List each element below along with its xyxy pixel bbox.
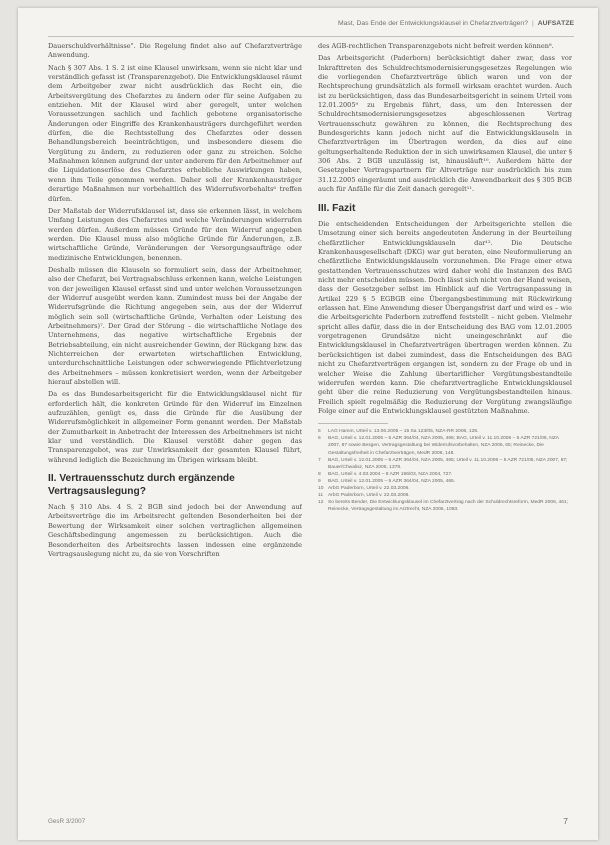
footnote <box>318 457 572 471</box>
running-title: Mast, Das Ende der Entwicklungsklausel in Chefarztverträgen? <box>337 20 528 27</box>
section-heading-vertrauensschutz: II. Vertrauensschutz durch ergänzende Vertragsauslegung? <box>48 473 235 497</box>
section-heading-fazit: III. Fazit <box>318 202 356 214</box>
footnote-text: So bereits Bender, Die Entwicklungsklausel im Chefarztvertrag nach der Schuldrechtsreform, MedR 2006, 461; Reinecke, Vertragsgestaltung im Arztrecht, NZA 2006, 1083. <box>328 500 569 513</box>
header-rule <box>48 36 574 37</box>
footnote-number: 10 <box>318 485 324 491</box>
footnote <box>318 485 572 492</box>
footnote-number: 11 <box>318 493 324 499</box>
footnote-number: 7 <box>318 457 321 463</box>
document-page <box>18 8 598 840</box>
paragraph: Nach § 307 Abs. 1 S. 2 ist eine Klausel unwirksam, wenn sie nicht klar und verständlich gefasst ist (Transparenzgebot). Die Entwicklungsklausel räumt dem Arbeitgeber zwar nicht ausdrücklich das Recht ein, die Arbeitsvergütung des Chefarztes zu ändern oder für seine Aufgaben zu entziehen. Mit der Klausel wird aber geregelt, unter welchen Voraussetzungen sachlich und fachlich gebotene organisatorische Änderungen oder Eingriffe des Krankenhausträgers durchgeführt werden dürfen, die die Rechtsstellung des Chefarztes oder dessen Behandlungsbereich beeinträchtigen, und insbesondere diesem die Vergütung zu ändern, zu reduzieren oder ganz zu streichen. Solche Maßnahmen können aufgrund der unter anderem für den Arbeitnehmer auf die Liquidationserlöse des Chefarztes erhebliche Auswirkungen haben, wenn ihm Teile genommen werden. Daher soll der Krankenhausträger derartige Maßnahmen nur vorbehaltlich des Widerrufsvorbehalts⁶ treffen dürfen. <box>48 63 302 203</box>
footnote-text: BAG, Urteil v. 12.01.2005 – 5 AZR 364/04, NZA 2005, 465. <box>328 478 456 484</box>
paragraph: Die entscheidenden Entscheidungen der Arbeitsgerichte stellen die Umsetzung einer sich bereits angedeuteten Änderung in der Beurteilung chefärztlicher Entwicklungsklauseln dar¹². Die Deutsche Krankenhausgesellschaft (DKG) war gut beraten, eine Neuformulierung an chefärztliche Entwicklungsklauseln vorzunehmen. Die Frage einer etwa gestattenden Vertrauensschutzes wird daher wohl die Instanzen des BAG nicht mehr entscheiden müssen. Doch lässt sich nicht von der Hand weisen, dass der Gesetzgeber selbst im Hinblick auf die Vertragsanpassung in Artikel 229 § 5 EGBGB eine Übergangsbestimmung mit Rückwirkung erlassen hat. Eine Anwendung dieser Übergangsfrist darf und wird es – wie die Arbeitsgerichte Paderborn zutreffend feststellt – nicht geben. Vielmehr spricht alles dafür, dass die in der Entscheidung des BAG vom 12.01.2005 vorgetragenen Grundsätze nicht uneingeschränkt auf die Entwicklungsklausel in Chefarztverträgen übertragen werden können. Zu berücksichtigen ist dabei zumindest, dass die Entscheidungen des BAG nicht zu Chefarztverträgen ergangen ist, sondern zu der Frage ob und in welcher Weise die Zahlung übertariflicher Vergütungsbestandteile widerrufen werden kann. Die chefarztvertragliche Entwicklungsklausel geht über die reine Reduzierung von Vergütungsbestandteilen hinaus. Freilich spielt regelmäßig die Reduzierung der Vergütung zwangsläufige Folge einer auf die Entwicklungsklausel gestützten Maßnahme. <box>318 220 572 415</box>
footnote-rule <box>318 423 388 424</box>
footnote-text: BAG, Urteil v. 4.03.2004 – 8 AZR 196/03, NZA 2004, 727. <box>328 471 453 477</box>
header-separator: | <box>531 20 534 27</box>
paragraph: Dauerschuldverhältnisse". Die Regelung findet also auf Chefarztverträge Anwendung. <box>48 42 302 60</box>
section-label: AUFSÄTZE <box>537 20 574 27</box>
footnote-number: 9 <box>318 478 321 484</box>
paragraph: des AGB-rechtlichen Transparenzgebots nicht befreit werden können⁸. <box>318 42 554 50</box>
journal-footer: GesR 3/2007 <box>48 818 86 825</box>
footnotes <box>318 428 572 513</box>
footnote <box>318 471 572 478</box>
paragraph: Deshalb müssen die Klauseln so formuliert sein, dass der Arbeitnehmer, also der Chefarzt, bei Vertragsabschluss erkennen kann, welche Leistungen von der jeweiligen Klausel erfasst sind und unter welchen Voraussetzungen der Widerruf ausgeübt werden kann. Zumindest muss bei der Angabe der Widerrufsgründe die Richtung angegeben sein, aus der der Widerruf möglich sein soll (wirtschaftliche Gründe, Verhalten oder Leistung des Arbeitnehmers)⁷. Der Grad der Störung – die wirtschaftliche Notlage des Unternehmens, das negative wirtschaftliche Ergebnis der Betriebsabteilung, ein nicht ausreichender Gewinn, der Rückgang bzw. das Nichterreichen der erwarteten wirtschaftlichen Entwicklung, unterdurchschnittliche Leistungen oder schwerwiegende Pflichtverletzung des Arbeitnehmers – müssen konkretisiert werden, wenn der Arbeitgeber hierauf abstellen will. <box>48 265 302 387</box>
left-column <box>48 42 302 812</box>
footnote-text: LAG Hamm, Urteil v. 13.06.2005 – 15 Sa 123/05, NZA-RR 2006, 125. <box>328 429 479 435</box>
running-header <box>48 20 574 34</box>
footnote <box>318 499 572 513</box>
footnote-number: 6 <box>318 436 321 442</box>
paragraph: Das Arbeitsgericht (Paderborn) berücksichtigt daher zwar, dass vor Inkrafttreten des Schuldrechtsmodernisierungsgesetzes Regelungen wie die vorliegenden Chefarztverträge üblich waren und von der Rechtsprechung grundsätzlich als formell wirksam erachtet wurden. Auch ist zu berücksichtigen, dass das Bundesarbeitsgericht in seinem Urteil vom 12.01.2005⁹ zu Ergebnis führt, dass, um den Interessen der Schuldrechtsmodernisierungsgesetzes abgeschlossenen Vertrag Vertrauensschutz gewähren zu können, die Rechtsprechung des Bundesgerichts kann jedoch nicht auf die Entwicklungsklauseln in Chefarztverträgen im Übertragen werden, da dies auf eine geltungserhaltende Reduktion der in sich unwirksamen Klausel, die unter § 306 Abs. 2 BGB unzulässig ist, hinausläuft¹⁰. Außerdem hätte der Gesetzgeber Vertragspartnern für Altverträge nur ausdrücklich bis zum 31.12.2005 eingeräumt und ausdrücklich die Anwendbarkeit des § 305 BGB auch für Anfälle für die Zeit danach geregelt¹¹. <box>318 54 572 194</box>
footnote <box>318 492 572 499</box>
footnote <box>318 428 572 435</box>
paragraph: Der Maßstab der Widerrufsklausel ist, dass sie erkennen lässt, in welchem Umfang Leistungen des Chefarztes und welche Veränderungen widerrufen werden dürfen. Außerdem müssen Gründe für den Widerruf angegeben werden. Die Klausel muss also mögliche Gründe für Änderungen, z.B. wirtschaftliche Gründe, Veränderungen der Versorgungsaufträge oder medizinische Entwicklungen, benennen. <box>48 206 302 262</box>
footnote-text: ArbG Paderborn, Urteil v. 22.03.2006. <box>328 493 410 499</box>
footnote <box>318 478 572 485</box>
footnote-number: 12 <box>318 500 324 506</box>
footnote <box>318 435 572 456</box>
footnote-text: BAG, Urteil v. 12.01.2005 – 5 AZR 364/04, NZA 2005, 465; BAG, Urteil v. 11.10.2006 – 5 AZR 721/05, NZA 2007, 87 sowie Besgen, Vertragsgestaltung bei Widerrufsvorbehalten, NZA 2006, 65; Reinecke, Die Gestaltungsfreiheit in Chefarztverträgen, MedR 2006, 148. <box>328 436 559 456</box>
footnote-text: BAG, Urteil v. 12.01.2005 – 5 AZR 364/04, NZA 2005, 465; Urteil v. 11.10.2006 – 5 AZR 721/05, NZA 2007, 87; Bauer/Chwalisz, NZA 2005, 1378. <box>328 457 568 470</box>
paragraph: Nach § 310 Abs. 4 S. 2 BGB sind jedoch bei der Anwendung auf Arbeitsverträge die im Arbeitsrecht geltenden Besonderheiten bei der Bewertung der Wirksamkeit einer solchen vertraglichen allgemeinen Geschäftsbedingung angemessen zu berücksichtigen. Auch die Besonderheiten des Arbeitsrechts lassen indessen eine ergänzende Vertragsauslegung nicht zu, da sie von Vorschriften <box>48 503 302 558</box>
right-column <box>318 42 572 812</box>
footnote-text: ArbG Paderborn, Urteil v. 22.03.2006. <box>328 485 410 491</box>
paragraph: Da es das Bundesarbeitsgericht für die Entwicklungsklausel nicht für erforderlich hält, die konkreten Gründe für den Widerruf im Einzelnen aufzuzählen, genügt es, dass die Gründe für die Ausübung der Widerrufsmöglichkeit in allgemeiner Form genannt werden. Der Maßstab der Zumutbarkeit in Anbetracht der Interessen des Arbeitnehmers ist nicht klar und verständlich. Die Klausel verstößt daher gegen das Transparenzgebot, was zur Unwirksamkeit der gesamten Klausel führt, während lediglich die Bezeichnung im Übrigen wirksam bleibt. <box>48 390 302 464</box>
footnote-number: 5 <box>318 429 321 435</box>
footnote-number: 8 <box>318 471 321 477</box>
page-number: 7 <box>563 816 568 826</box>
